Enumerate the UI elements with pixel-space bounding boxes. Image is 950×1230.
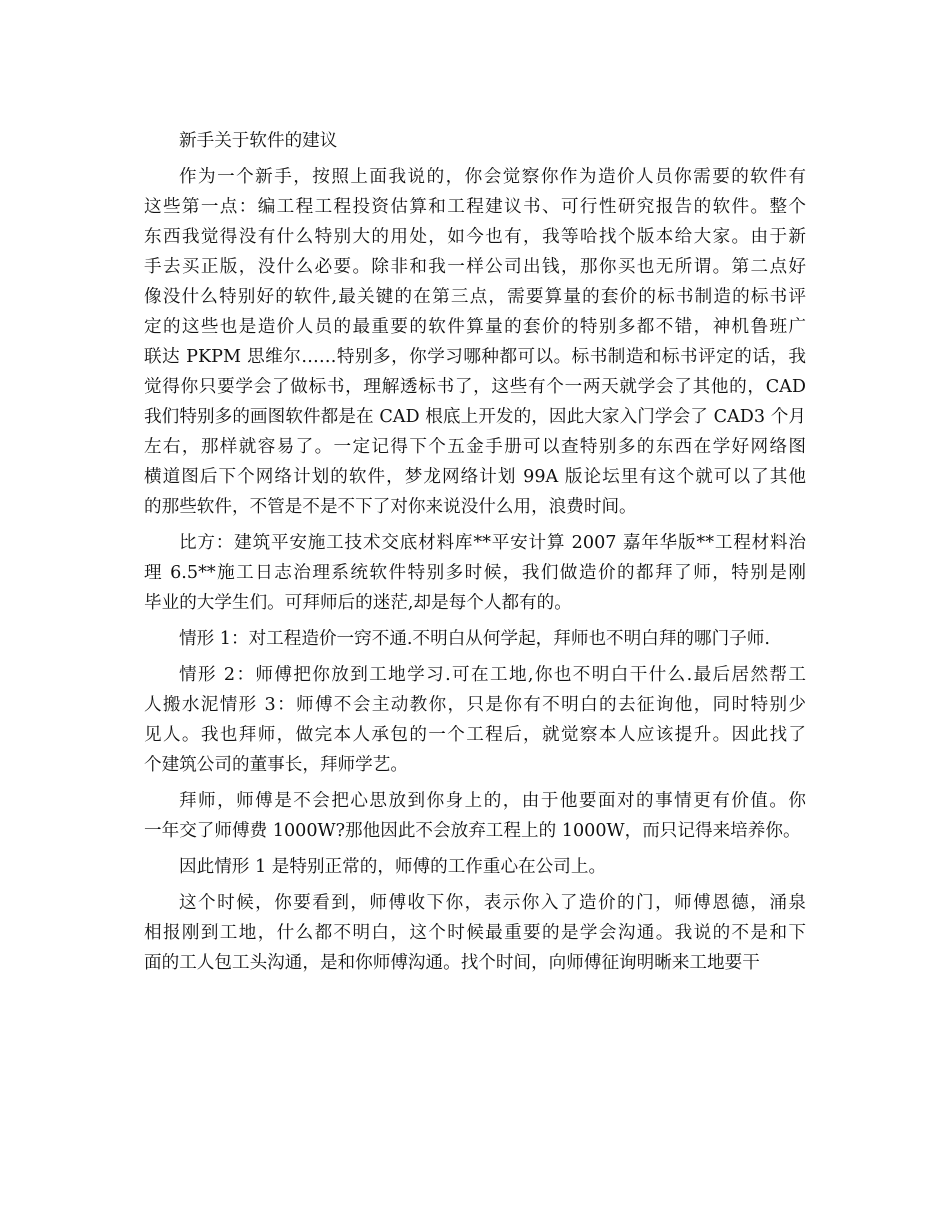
- paragraph-line: 人搬水泥情形 3：师傅不会主动教你，只是你有不明白的去征询他，同时特别少: [144, 695, 806, 715]
- paragraph-line: 作为一个新手，按照上面我说的，你会觉察你作为造价人员你需要的软件有: [179, 167, 806, 187]
- paragraph-line: 比方：建筑平安施工技术交底材料库**平安计算 2007 嘉年华版**工程材料治: [179, 533, 806, 553]
- paragraph-line: 个建筑公司的董事长，拜师学艺。: [144, 755, 408, 775]
- paragraph-line: 联达 PKPM 思维尔……特别多，你学习哪种都可以。标书制造和标书评定的话，我: [144, 347, 806, 367]
- paragraph-line: 因此情形 1 是特别正常的，师傅的工作重心在公司上。: [179, 857, 607, 877]
- paragraph: [144, 786, 806, 846]
- paragraph-line: 情形 2：师傅把你放到工地学习.可在工地,你也不明白干什么.最后居然帮工: [179, 665, 806, 685]
- paragraph-line: 拜师，师傅是不会把心思放到你身上的，由于他要面对的事情更有价值。你: [179, 791, 806, 811]
- paragraph-line: 觉得你只要学会了做标书，理解透标书了，这些有个一两天就学会了其他的，CAD: [144, 377, 806, 397]
- paragraph-line: 这个时候，你要看到，师傅收下你，表示你入了造价的门，师傅恩德，涌泉: [179, 893, 806, 913]
- paragraph-line: 面的工人包工头沟通，是和你师傅沟通。找个时间，向师傅征询明晰来工地要干: [144, 953, 760, 973]
- paragraph: [144, 162, 806, 522]
- paragraph: [144, 624, 806, 654]
- document-title: 新手关于软件的建议: [179, 131, 338, 151]
- paragraph-line: 我们特别多的画图软件都是在 CAD 根底上开发的，因此大家入门学会了 CAD3 个月: [144, 407, 806, 427]
- paragraph-line: 情形 1：对工程造价一窍不通.不明白从何学起，拜师也不明白拜的哪门子师.: [179, 629, 770, 649]
- paragraph-line: 毕业的大学生们。可拜师后的迷茫,却是每个人都有的。: [144, 593, 572, 613]
- paragraph-line: 相报刚到工地，什么都不明白，这个时候最重要的是学会沟通。我说的不是和下: [144, 923, 806, 943]
- paragraph-line: 左右，那样就容易了。一定记得下个五金手册可以查特别多的东西在学好网络图: [144, 437, 806, 457]
- paragraph-line: 见人。我也拜师，做完本人承包的一个工程后，就觉察本人应该提升。因此找了: [144, 725, 806, 745]
- paragraph-container: [144, 162, 806, 978]
- paragraph: [144, 852, 806, 882]
- paragraph: [144, 660, 806, 780]
- paragraph-line: 横道图后下个网络计划的软件，梦龙网络计划 99A 版论坛里有这个就可以了其他: [144, 467, 806, 487]
- paragraph: [144, 888, 806, 978]
- paragraph-line: 手去买正版，没什么必要。除非和我一样公司出钱，那你买也无所谓。第二点好: [144, 257, 806, 277]
- paragraph: [144, 528, 806, 618]
- document-body: [144, 126, 806, 978]
- paragraph-line: 像没什么特别好的软件,最关键的在第三点，需要算量的套价的标书制造的标书评: [144, 287, 806, 307]
- paragraph-line: 东西我觉得没有什么特别大的用处，如今也有，我等哈找个版本给大家。由于新: [144, 227, 806, 247]
- paragraph-line: 定的这些也是造价人员的最重要的软件算量的套价的特别多都不错，神机鲁班广: [144, 317, 806, 337]
- paragraph-line: 这些第一点：编工程工程投资估算和工程建议书、可行性研究报告的软件。整个: [144, 197, 806, 217]
- paragraph-line: 的那些软件，不管是不是不下了对你来说没什么用，浪费时间。: [144, 497, 637, 517]
- paragraph-line: 理 6.5**施工日志治理系统软件特别多时候，我们做造价的都拜了师，特别是刚: [144, 563, 806, 583]
- paragraph-line: 一年交了师傅费 1000W?那他因此不会放弃工程上的 1000W，而只记得来培养你。: [144, 821, 801, 841]
